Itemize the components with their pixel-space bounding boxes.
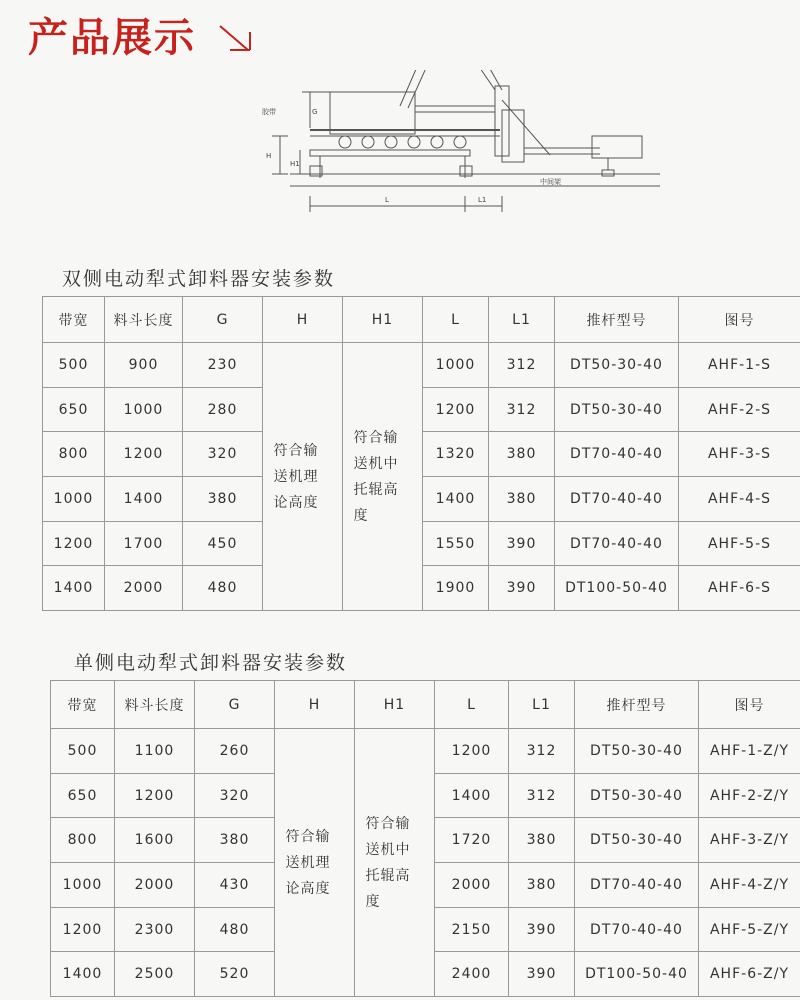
cell-g: 480 [183,566,263,611]
cell-drawing: AHF-3-S [679,432,800,477]
col-header: L1 [489,297,555,343]
cell-hopper: 1400 [105,477,183,522]
cell-drawing: AHF-5-Z/Y [699,907,800,952]
cell-l: 1720 [435,818,509,863]
cell-l: 2150 [435,907,509,952]
cell-model: DT50-30-40 [555,387,679,432]
col-header: 图号 [699,681,800,729]
double-section-title: 双侧电动犁式卸料器安装参数 [62,268,336,290]
cell-l: 1200 [423,387,489,432]
cell-l1: 380 [509,863,575,908]
cell-hopper: 1600 [115,818,195,863]
cell-g: 450 [183,521,263,566]
col-header: L1 [509,681,575,729]
cell-width: 1000 [43,477,105,522]
cell-l: 1400 [435,773,509,818]
cell-model: DT70-40-40 [575,907,699,952]
label-belt: 胶带 [262,108,276,116]
cell-l1: 390 [489,566,555,611]
cell-l: 1320 [423,432,489,477]
cell-drawing: AHF-4-S [679,477,800,522]
cell-g: 380 [195,818,275,863]
cell-hopper: 1000 [105,387,183,432]
cell-drawing: AHF-1-Z/Y [699,729,800,774]
cell-model: DT70-40-40 [575,863,699,908]
cell-width: 1400 [51,952,115,997]
label-l1: L1 [478,196,487,204]
merged-h-cell: 符合输送机理论高度 [275,729,355,997]
cell-l: 2400 [435,952,509,997]
cell-l1: 380 [489,432,555,477]
col-header: 料斗长度 [105,297,183,343]
col-header: 图号 [679,297,800,343]
cell-l1: 390 [509,952,575,997]
cell-l1: 312 [489,387,555,432]
cell-l1: 380 [509,818,575,863]
merged-h1-cell: 符合输送机中托辊高度 [355,729,435,997]
cell-width: 800 [43,432,105,477]
merged-h-cell: 符合输送机理论高度 [263,343,343,611]
label-g: G [312,108,318,116]
cell-drawing: AHF-6-S [679,566,800,611]
cell-l: 2000 [435,863,509,908]
cell-model: DT70-40-40 [555,432,679,477]
col-header: 推杆型号 [575,681,699,729]
arrow-icon [216,22,256,54]
cell-width: 500 [43,343,105,388]
label-h1: H1 [290,160,300,168]
cell-width: 1400 [43,566,105,611]
cell-hopper: 1100 [115,729,195,774]
cell-model: DT50-30-40 [575,729,699,774]
cell-drawing: AHF-2-Z/Y [699,773,800,818]
table-header-row [43,297,800,343]
cell-model: DT50-30-40 [555,343,679,388]
cell-width: 1000 [51,863,115,908]
cell-g: 230 [183,343,263,388]
cell-l: 1400 [423,477,489,522]
cell-width: 1200 [51,907,115,952]
cell-width: 650 [51,773,115,818]
cell-model: DT70-40-40 [555,521,679,566]
col-header: H [263,297,343,343]
label-h: H [266,152,272,160]
cell-g: 480 [195,907,275,952]
cell-drawing: AHF-4-Z/Y [699,863,800,908]
table-row [51,729,800,774]
col-header: H1 [355,681,435,729]
cell-l1: 312 [509,773,575,818]
cell-g: 430 [195,863,275,908]
col-header: L [435,681,509,729]
merged-h1-cell: 符合输送机中托辊高度 [343,343,423,611]
label-frame: 中间架 [540,178,561,186]
cell-model: DT100-50-40 [575,952,699,997]
cell-hopper: 2300 [115,907,195,952]
single-spec-table [50,680,800,997]
cell-hopper: 2000 [115,863,195,908]
col-header: L [423,297,489,343]
cell-drawing: AHF-1-S [679,343,800,388]
table-row [43,343,800,388]
cell-g: 380 [183,477,263,522]
single-section-title: 单侧电动犁式卸料器安装参数 [74,652,348,674]
col-header: 带宽 [43,297,105,343]
plough-tripper-diagram [240,70,660,220]
cell-width: 800 [51,818,115,863]
cell-model: DT100-50-40 [555,566,679,611]
cell-g: 280 [183,387,263,432]
label-l: L [385,196,389,204]
cell-g: 320 [195,773,275,818]
cell-l1: 390 [489,521,555,566]
cell-width: 650 [43,387,105,432]
cell-l1: 312 [489,343,555,388]
cell-drawing: AHF-6-Z/Y [699,952,800,997]
cell-l: 1550 [423,521,489,566]
cell-l: 1200 [435,729,509,774]
cell-model: DT50-30-40 [575,773,699,818]
col-header: 推杆型号 [555,297,679,343]
cell-model: DT70-40-40 [555,477,679,522]
cell-width: 1200 [43,521,105,566]
cell-hopper: 1200 [105,432,183,477]
cell-hopper: 2000 [105,566,183,611]
cell-l: 1900 [423,566,489,611]
cell-drawing: AHF-5-S [679,521,800,566]
cell-width: 500 [51,729,115,774]
cell-l: 1000 [423,343,489,388]
cell-hopper: 1700 [105,521,183,566]
cell-g: 320 [183,432,263,477]
cell-g: 260 [195,729,275,774]
cell-g: 520 [195,952,275,997]
cell-l1: 312 [509,729,575,774]
double-spec-table [42,296,800,611]
col-header: 带宽 [51,681,115,729]
page-title: 产品展示 [28,14,196,61]
cell-l1: 380 [489,477,555,522]
col-header: G [183,297,263,343]
cell-drawing: AHF-3-Z/Y [699,818,800,863]
col-header: G [195,681,275,729]
cell-drawing: AHF-2-S [679,387,800,432]
table-header-row [51,681,800,729]
cell-hopper: 900 [105,343,183,388]
col-header: H1 [343,297,423,343]
cell-l1: 390 [509,907,575,952]
col-header: 料斗长度 [115,681,195,729]
cell-hopper: 2500 [115,952,195,997]
cell-model: DT50-30-40 [575,818,699,863]
cell-hopper: 1200 [115,773,195,818]
col-header: H [275,681,355,729]
